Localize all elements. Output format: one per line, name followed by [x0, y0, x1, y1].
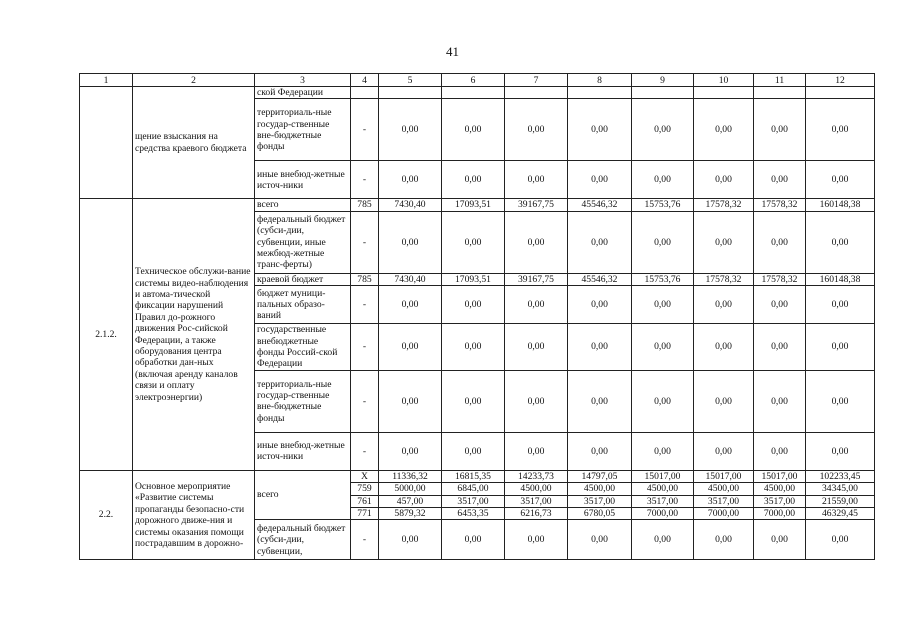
- amount-cell: [806, 87, 875, 99]
- budget-code: X: [351, 470, 379, 482]
- amount-cell: 0,00: [806, 432, 875, 470]
- amount-cell: 0,00: [568, 370, 632, 432]
- amount-cell: 0,00: [568, 324, 632, 371]
- page-number: 41: [446, 44, 459, 59]
- budget-code: 761: [351, 495, 379, 507]
- budget-code: -: [351, 324, 379, 371]
- amount-cell: 4500,00: [754, 483, 806, 495]
- amount-cell: 0,00: [694, 520, 754, 560]
- budget-code: -: [351, 432, 379, 470]
- column-header: 5: [379, 74, 442, 87]
- amount-cell: 15017,00: [754, 470, 806, 482]
- amount-cell: [754, 87, 806, 99]
- amount-cell: [505, 87, 568, 99]
- amount-cell: 0,00: [442, 211, 505, 273]
- amount-cell: 0,00: [754, 286, 806, 324]
- amount-cell: 0,00: [806, 161, 875, 199]
- funding-source: государственные внебюджетные фонды Россий-ской Федерации: [255, 324, 351, 371]
- amount-cell: 0,00: [442, 286, 505, 324]
- amount-cell: 4500,00: [694, 483, 754, 495]
- amount-cell: 0,00: [806, 324, 875, 371]
- amount-cell: 3517,00: [694, 495, 754, 507]
- budget-code: -: [351, 161, 379, 199]
- amount-cell: 46329,45: [806, 508, 875, 520]
- amount-cell: 0,00: [505, 432, 568, 470]
- amount-cell: 0,00: [505, 370, 568, 432]
- amount-cell: 15753,76: [632, 199, 694, 211]
- amount-cell: 11336,32: [379, 470, 442, 482]
- column-header: 6: [442, 74, 505, 87]
- amount-cell: 0,00: [694, 324, 754, 371]
- funding-source: федеральный бюджет (субси-дии, субвенции,: [255, 520, 351, 560]
- amount-cell: 3517,00: [442, 495, 505, 507]
- amount-cell: 0,00: [505, 324, 568, 371]
- amount-cell: 3517,00: [568, 495, 632, 507]
- amount-cell: 7000,00: [632, 508, 694, 520]
- amount-cell: [442, 87, 505, 99]
- amount-cell: 0,00: [442, 432, 505, 470]
- amount-cell: 0,00: [505, 99, 568, 161]
- section-number: 2.1.2.: [80, 199, 133, 470]
- amount-cell: 0,00: [379, 99, 442, 161]
- amount-cell: 7000,00: [754, 508, 806, 520]
- amount-cell: 0,00: [806, 520, 875, 560]
- amount-cell: 45546,32: [568, 199, 632, 211]
- funding-source: территориаль-ные государ-ственные вне-бюджетные фонды: [255, 99, 351, 161]
- amount-cell: 102233,45: [806, 470, 875, 482]
- funding-source: иные внебюд-жетные источ-ники: [255, 161, 351, 199]
- amount-cell: 0,00: [806, 370, 875, 432]
- table-row: [80, 199, 875, 211]
- funding-source: краевой бюджет: [255, 273, 351, 285]
- amount-cell: 15017,00: [632, 470, 694, 482]
- column-header: 9: [632, 74, 694, 87]
- section-number: 2.2.: [80, 470, 133, 560]
- budget-code: [351, 87, 379, 99]
- table-body: [80, 74, 875, 560]
- amount-cell: 14233,73: [505, 470, 568, 482]
- amount-cell: 0,00: [379, 520, 442, 560]
- amount-cell: 45546,32: [568, 273, 632, 285]
- budget-code: -: [351, 370, 379, 432]
- amount-cell: 4500,00: [568, 483, 632, 495]
- header-row: [80, 74, 875, 87]
- budget-code: 771: [351, 508, 379, 520]
- amount-cell: 0,00: [754, 370, 806, 432]
- budget-code: -: [351, 99, 379, 161]
- activity-title: Техническое обслужи-вание системы видео-наблюдения и автома-тической фиксации нарушений Правил до-рожного движения Рос-сийской Федерации, а также оборудования центра обработки дан-ных (включая аренду каналов связи и оплату электроэнергии): [133, 199, 255, 470]
- amount-cell: 7430,40: [379, 199, 442, 211]
- amount-cell: 7430,40: [379, 273, 442, 285]
- amount-cell: 39167,75: [505, 199, 568, 211]
- amount-cell: 0,00: [632, 520, 694, 560]
- amount-cell: 0,00: [632, 161, 694, 199]
- amount-cell: 17578,32: [754, 273, 806, 285]
- amount-cell: 0,00: [379, 286, 442, 324]
- amount-cell: 160148,38: [806, 273, 875, 285]
- amount-cell: 0,00: [379, 161, 442, 199]
- amount-cell: 0,00: [379, 370, 442, 432]
- amount-cell: 457,00: [379, 495, 442, 507]
- amount-cell: 0,00: [694, 432, 754, 470]
- amount-cell: 0,00: [632, 286, 694, 324]
- amount-cell: 0,00: [505, 520, 568, 560]
- amount-cell: 14797,05: [568, 470, 632, 482]
- amount-cell: 0,00: [632, 99, 694, 161]
- amount-cell: 0,00: [632, 432, 694, 470]
- amount-cell: 17093,51: [442, 199, 505, 211]
- amount-cell: 4500,00: [632, 483, 694, 495]
- amount-cell: 0,00: [754, 520, 806, 560]
- budget-code: 759: [351, 483, 379, 495]
- amount-cell: 3517,00: [754, 495, 806, 507]
- amount-cell: 6780,05: [568, 508, 632, 520]
- amount-cell: 6453,35: [442, 508, 505, 520]
- budget-code: -: [351, 211, 379, 273]
- amount-cell: 21559,00: [806, 495, 875, 507]
- column-header: 11: [754, 74, 806, 87]
- amount-cell: 0,00: [568, 211, 632, 273]
- amount-cell: 0,00: [379, 324, 442, 371]
- amount-cell: [379, 87, 442, 99]
- amount-cell: 0,00: [568, 161, 632, 199]
- amount-cell: 0,00: [754, 99, 806, 161]
- amount-cell: 17093,51: [442, 273, 505, 285]
- funding-source: территориаль-ные государ-ственные вне-бюджетные фонды: [255, 370, 351, 432]
- funding-source: всего: [255, 470, 351, 520]
- amount-cell: 0,00: [568, 432, 632, 470]
- amount-cell: 0,00: [632, 370, 694, 432]
- amount-cell: 15017,00: [694, 470, 754, 482]
- amount-cell: 0,00: [505, 161, 568, 199]
- amount-cell: 0,00: [754, 161, 806, 199]
- amount-cell: 0,00: [568, 520, 632, 560]
- budget-code: 785: [351, 199, 379, 211]
- table-row: [80, 87, 875, 99]
- amount-cell: 0,00: [442, 161, 505, 199]
- amount-cell: 0,00: [632, 324, 694, 371]
- amount-cell: 0,00: [568, 99, 632, 161]
- amount-cell: 34345,00: [806, 483, 875, 495]
- amount-cell: 0,00: [379, 432, 442, 470]
- column-header: 2: [133, 74, 255, 87]
- amount-cell: 39167,75: [505, 273, 568, 285]
- budget-code: 785: [351, 273, 379, 285]
- amount-cell: 6845,00: [442, 483, 505, 495]
- budget-table: [79, 73, 875, 560]
- amount-cell: 6216,73: [505, 508, 568, 520]
- amount-cell: 0,00: [806, 286, 875, 324]
- amount-cell: 0,00: [754, 324, 806, 371]
- amount-cell: 0,00: [442, 324, 505, 371]
- column-header: 1: [80, 74, 133, 87]
- amount-cell: 0,00: [442, 99, 505, 161]
- amount-cell: 16815,35: [442, 470, 505, 482]
- amount-cell: 0,00: [806, 99, 875, 161]
- amount-cell: 0,00: [505, 286, 568, 324]
- funding-source: федеральный бюджет (субси-дии, субвенции, иные межбюд-жетные транс-ферты): [255, 211, 351, 273]
- amount-cell: 15753,76: [632, 273, 694, 285]
- amount-cell: [694, 87, 754, 99]
- column-header: 3: [255, 74, 351, 87]
- activity-title: щение взыскания на средства краевого бюджета: [133, 87, 255, 199]
- budget-code: -: [351, 520, 379, 560]
- amount-cell: 0,00: [379, 211, 442, 273]
- funding-source: иные внебюд-жетные источ-ники: [255, 432, 351, 470]
- column-header: 12: [806, 74, 875, 87]
- amount-cell: 17578,32: [694, 273, 754, 285]
- amount-cell: 3517,00: [505, 495, 568, 507]
- amount-cell: 0,00: [505, 211, 568, 273]
- activity-title: Основное мероприятие «Развитие системы пропаганды безопасно-сти дорожного движе-ния и системы оказания помощи пострадавшим в дорожно-: [133, 470, 255, 560]
- amount-cell: 0,00: [754, 432, 806, 470]
- amount-cell: 5879,32: [379, 508, 442, 520]
- section-number: [80, 87, 133, 199]
- amount-cell: [568, 87, 632, 99]
- amount-cell: 0,00: [442, 370, 505, 432]
- funding-source: ской Федерации: [255, 87, 351, 99]
- amount-cell: 3517,00: [632, 495, 694, 507]
- table-row: [80, 470, 875, 482]
- amount-cell: 0,00: [694, 211, 754, 273]
- amount-cell: 0,00: [694, 99, 754, 161]
- amount-cell: 0,00: [568, 286, 632, 324]
- funding-source: всего: [255, 199, 351, 211]
- amount-cell: 0,00: [806, 211, 875, 273]
- amount-cell: 7000,00: [694, 508, 754, 520]
- budget-code: -: [351, 286, 379, 324]
- amount-cell: 17578,32: [694, 199, 754, 211]
- funding-source: бюджет муници-пальных образо-ваний: [255, 286, 351, 324]
- amount-cell: [632, 87, 694, 99]
- amount-cell: 0,00: [694, 161, 754, 199]
- amount-cell: 160148,38: [806, 199, 875, 211]
- amount-cell: 0,00: [694, 286, 754, 324]
- column-header: 7: [505, 74, 568, 87]
- amount-cell: 0,00: [632, 211, 694, 273]
- amount-cell: 17578,32: [754, 199, 806, 211]
- column-header: 10: [694, 74, 754, 87]
- amount-cell: 5000,00: [379, 483, 442, 495]
- column-header: 4: [351, 74, 379, 87]
- amount-cell: 0,00: [694, 370, 754, 432]
- amount-cell: 0,00: [754, 211, 806, 273]
- amount-cell: 4500,00: [505, 483, 568, 495]
- amount-cell: 0,00: [442, 520, 505, 560]
- column-header: 8: [568, 74, 632, 87]
